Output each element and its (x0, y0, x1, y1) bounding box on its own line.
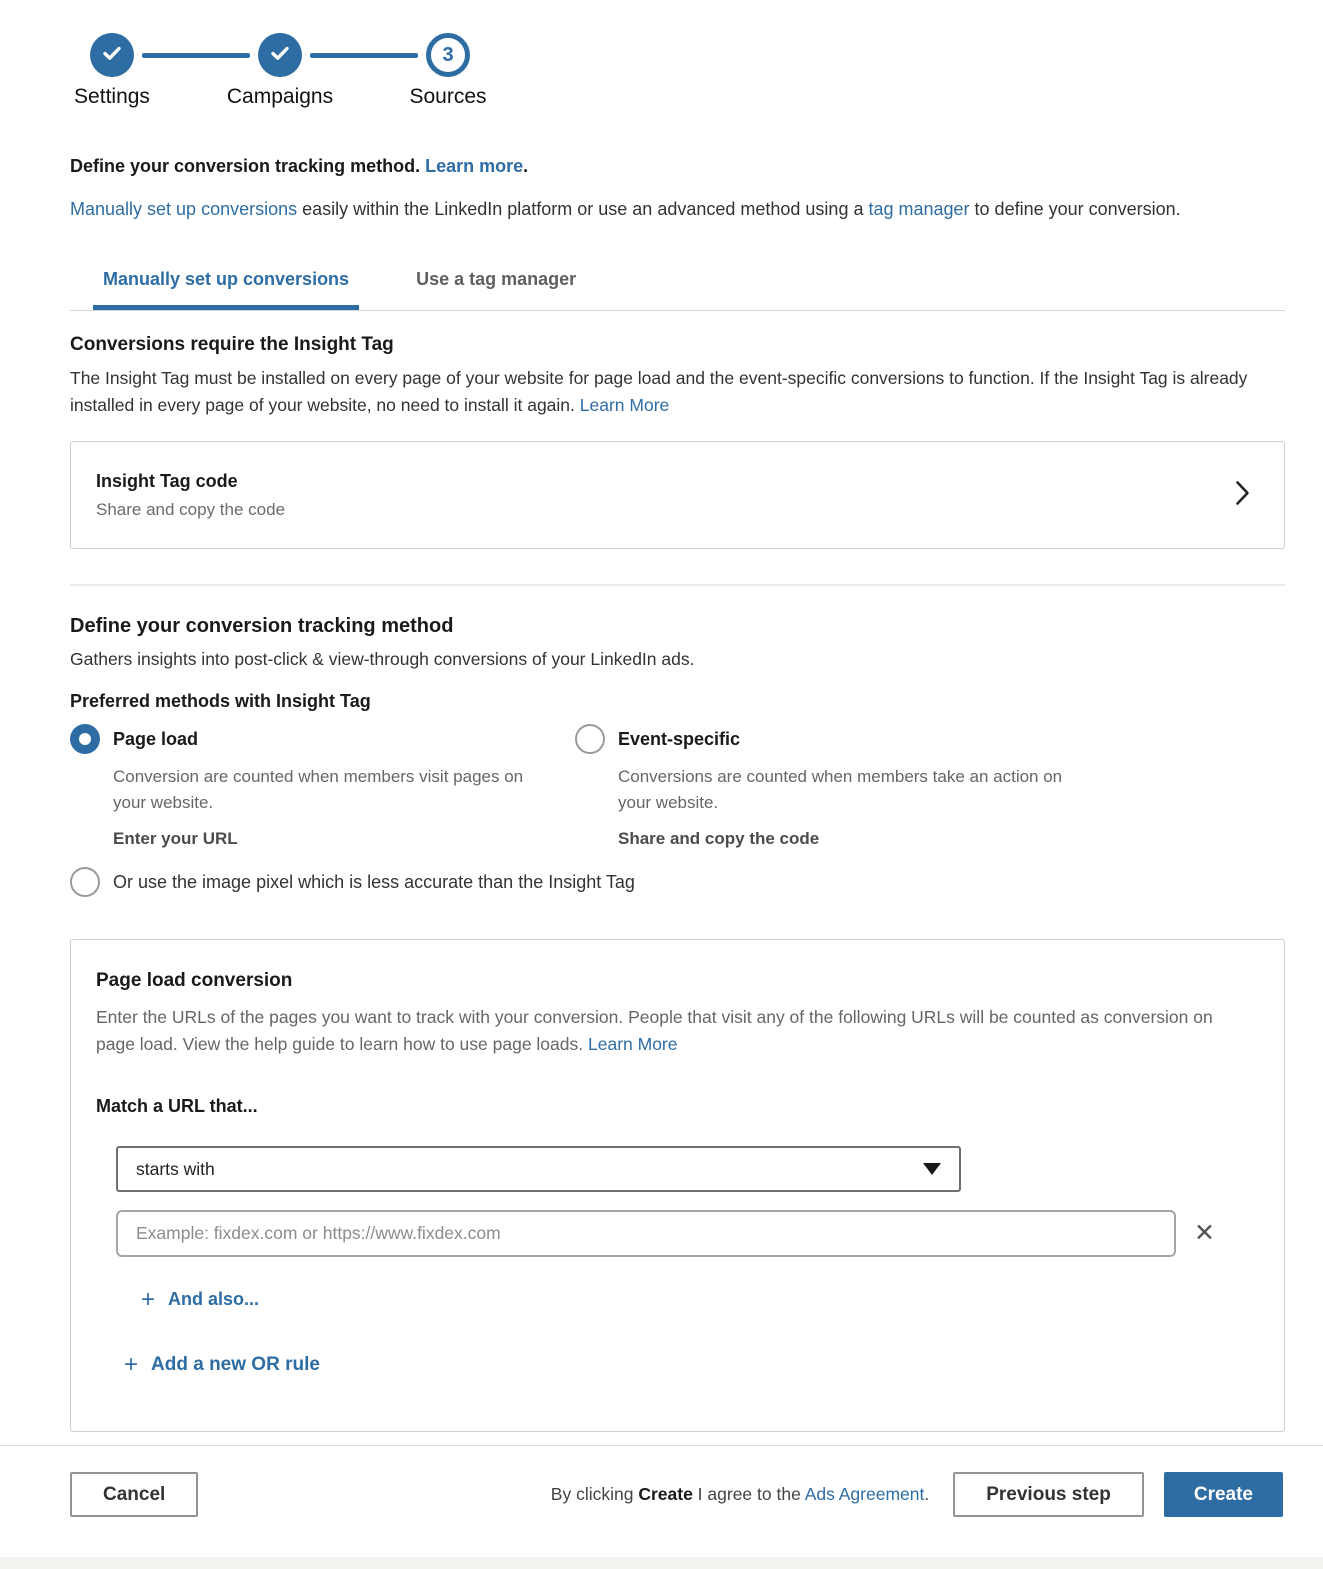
select-value: starts with (136, 1158, 215, 1179)
add-or-rule-button[interactable] (124, 1351, 1254, 1378)
method-section-subtitle: Gathers insights into post-click & view-through conversions of your LinkedIn ads. (70, 649, 695, 669)
cancel-button[interactable]: Cancel (70, 1472, 198, 1517)
check-icon (268, 41, 292, 70)
and-also-button[interactable] (141, 1285, 1254, 1313)
event-specific-label: Event-specific (618, 728, 741, 749)
main-content (0, 33, 1323, 1432)
agree-create-word: Create (638, 1484, 693, 1504)
page-load-action-label: Enter your URL (113, 829, 238, 848)
match-url-label: Match a URL that... (96, 1096, 258, 1116)
check-icon (100, 41, 124, 70)
event-specific-action-label: Share and copy the code (618, 829, 820, 848)
insight-section-body (70, 365, 1280, 419)
image-pixel-radio[interactable] (70, 867, 100, 897)
intro-body (70, 196, 1280, 223)
intro-body-end: to define your conversion. (969, 199, 1181, 219)
step-sources-label: Sources (409, 85, 487, 108)
insight-body-text: The Insight Tag must be installed on every page of your website for page load and the event-specific conversions to function. If the Insight Tag is already installed in every page of your website, no need to install it again. (70, 368, 1248, 415)
footer-bar (0, 1446, 1323, 1517)
step-campaigns-label: Campaigns (226, 85, 334, 108)
agree-mid: I agree to the (692, 1484, 805, 1504)
learn-more-link[interactable]: Learn more (425, 156, 524, 176)
page-load-card-body (96, 1004, 1216, 1058)
tracking-method-options (70, 724, 1285, 849)
remove-url-button[interactable] (1194, 1221, 1215, 1246)
intro-heading (70, 153, 1285, 180)
page-load-body-text: Enter the URLs of the pages you want to track with your conversion. People that visit any of the following URLs will be counted as conversion on page load. View the help guide to learn how to use page loads. (96, 1007, 1213, 1054)
insight-card-text (96, 468, 285, 522)
insight-learn-more-link[interactable]: Learn More (579, 395, 670, 415)
close-icon: ✕ (1194, 1219, 1215, 1247)
insight-card-title: Insight Tag code (96, 471, 238, 491)
manual-setup-link[interactable]: Manually set up conversions (70, 199, 298, 219)
insight-card-subtitle: Share and copy the code (96, 500, 286, 519)
agreement-text (198, 1484, 929, 1505)
image-pixel-label: Or use the image pixel which is less accurate than the Insight Tag (113, 871, 635, 892)
section-divider (70, 584, 1285, 586)
url-rule-row (116, 1210, 1254, 1257)
and-also-label: And also... (168, 1289, 260, 1309)
intro-period: . (523, 156, 529, 176)
wizard-stepper (70, 33, 494, 113)
tab-manual-setup[interactable]: Manually set up conversions (93, 269, 359, 310)
url-match-type-select[interactable] (116, 1146, 961, 1192)
intro-heading-text: Define your conversion tracking method. (70, 156, 421, 176)
plus-icon: + (124, 1351, 139, 1378)
stepper-connector (142, 53, 250, 58)
image-pixel-option[interactable] (70, 867, 1285, 897)
page-load-label: Page load (113, 728, 199, 749)
intro-body-text: easily within the LinkedIn platform or use an advanced method using a (297, 199, 869, 219)
create-button[interactable]: Create (1164, 1472, 1283, 1517)
previous-step-button[interactable]: Previous step (953, 1472, 1144, 1517)
add-or-rule-label: Add a new OR rule (151, 1354, 320, 1375)
method-section-title: Define your conversion tracking method (70, 615, 454, 637)
event-specific-option-head[interactable] (575, 724, 1285, 754)
step-sources-circle[interactable] (426, 33, 470, 77)
ads-agreement-link[interactable]: Ads Agreement (804, 1484, 925, 1504)
step-campaigns-circle[interactable] (258, 33, 302, 77)
pageload-learn-more-link[interactable]: Learn More (588, 1034, 678, 1054)
option-page-load (70, 724, 575, 849)
step-number: 3 (442, 43, 454, 66)
preferred-methods-label: Preferred methods with Insight Tag (70, 691, 371, 711)
bottom-page-strip (0, 1557, 1323, 1569)
chevron-right-icon (1235, 480, 1250, 511)
page-load-conversion-card (70, 939, 1285, 1432)
stepper-connector (310, 53, 418, 58)
page-load-description: Conversion are counted when members visit pages on your website. (113, 767, 524, 812)
page-load-card-title: Page load conversion (96, 970, 293, 991)
page-load-radio[interactable] (70, 724, 100, 754)
page-load-option-head[interactable] (70, 724, 575, 754)
caret-down-icon (923, 1163, 941, 1175)
step-settings-label: Settings (74, 85, 150, 108)
agree-pre: By clicking (550, 1484, 639, 1504)
event-specific-radio[interactable] (575, 724, 605, 754)
tag-manager-link[interactable]: tag manager (868, 199, 970, 219)
event-specific-description: Conversions are counted when members take an action on your website. (618, 767, 1063, 812)
insight-section-title: Conversions require the Insight Tag (70, 334, 394, 355)
tab-tag-manager[interactable]: Use a tag manager (416, 269, 577, 289)
option-event-specific (575, 724, 1285, 849)
agree-end: . (924, 1484, 930, 1504)
plus-icon: + (141, 1285, 156, 1313)
method-tabs (70, 269, 1285, 311)
url-input[interactable] (116, 1210, 1176, 1257)
step-settings-circle[interactable] (90, 33, 134, 77)
insight-tag-code-card[interactable] (70, 441, 1285, 549)
